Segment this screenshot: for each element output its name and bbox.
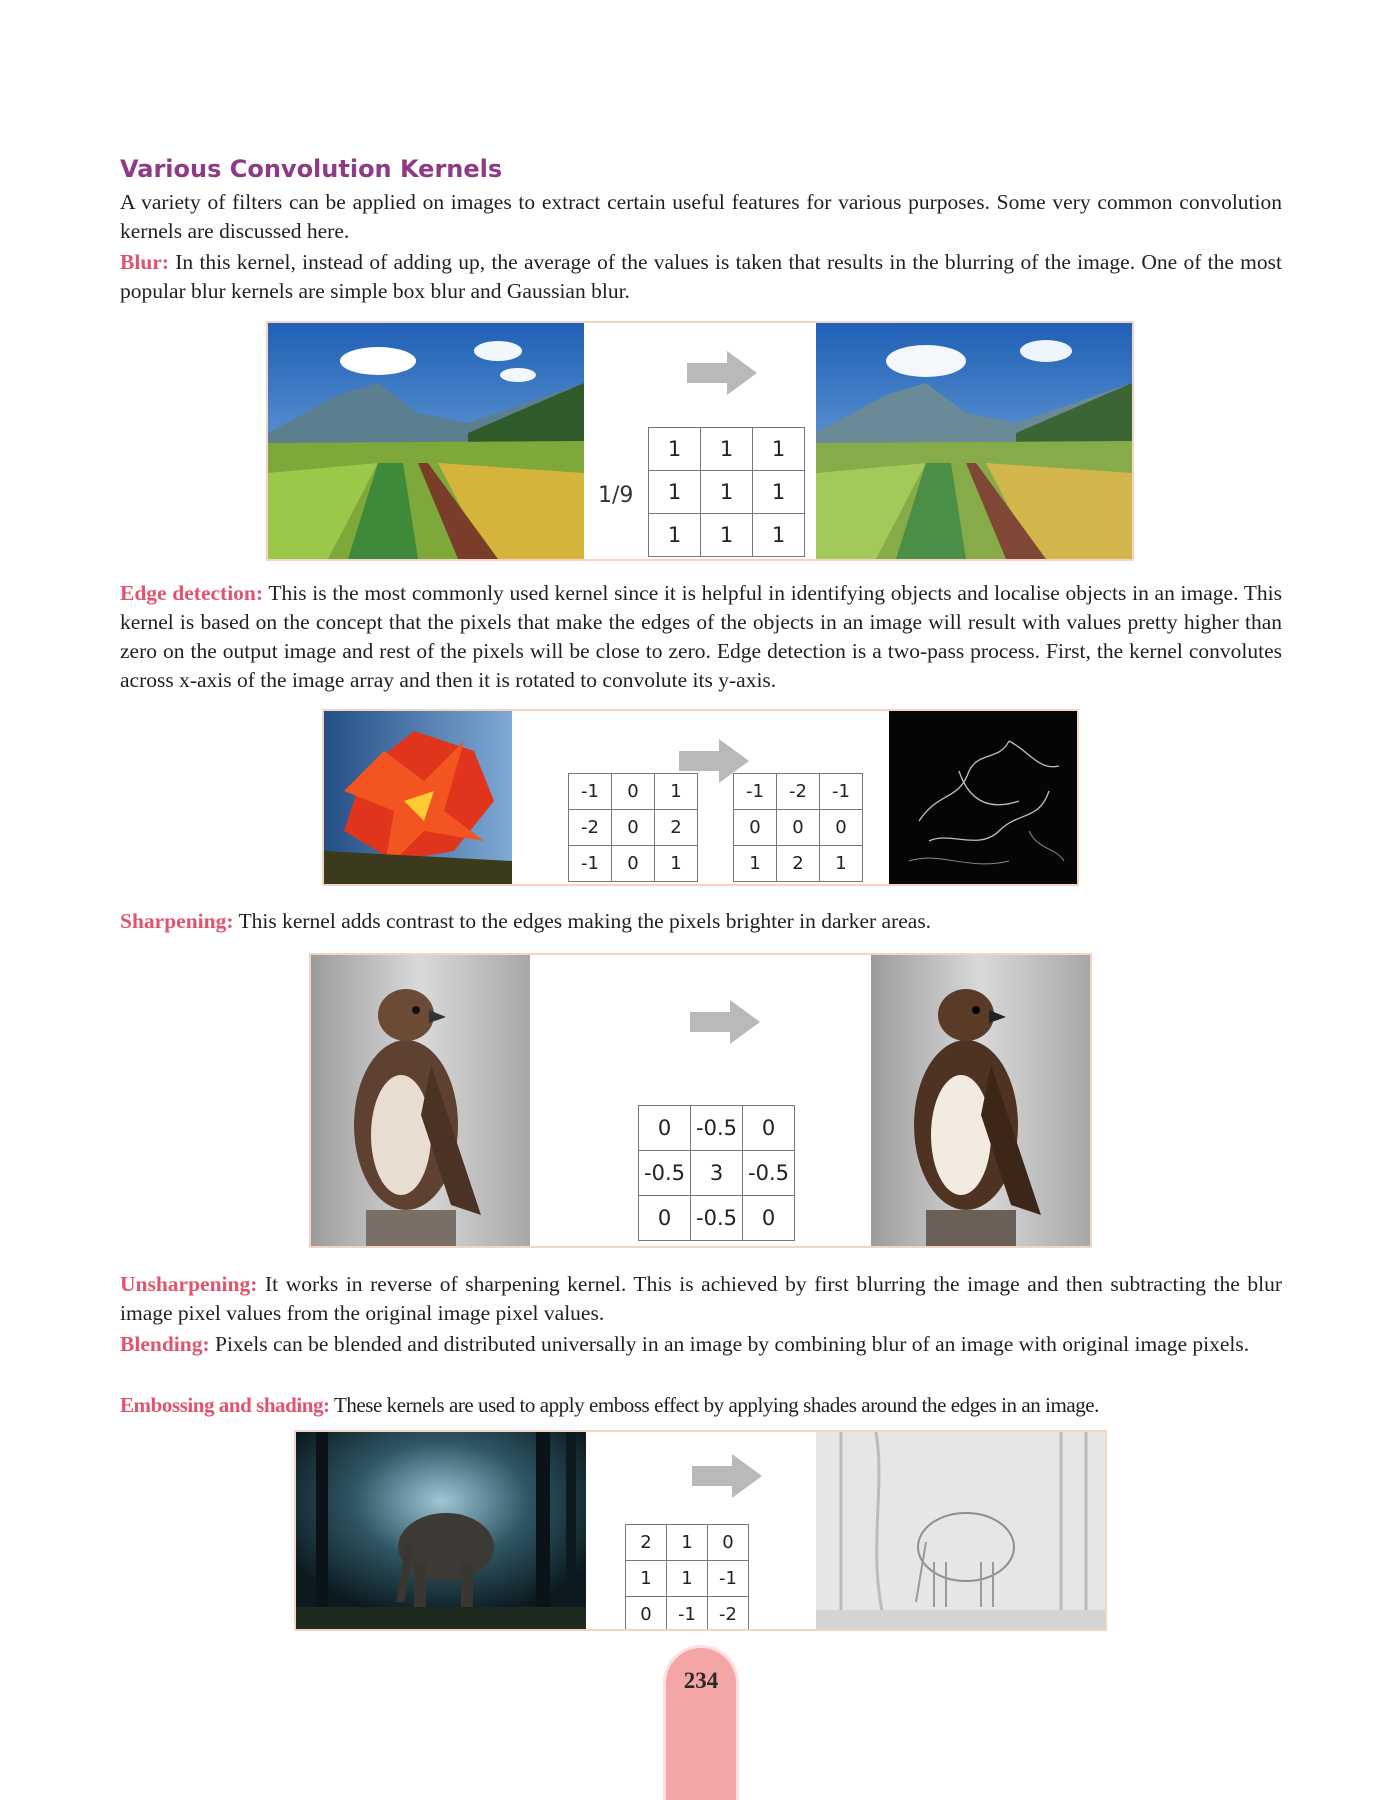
blur-kernel-matrix [648,427,805,557]
edge-input-image [324,711,512,884]
arrow-right-icon [687,351,757,395]
blur-output-image [816,323,1132,559]
kernel-row [639,1196,795,1241]
emboss-paragraph [120,1391,1282,1420]
blur-text: In this kernel, instead of adding up, the average of the values is taken that results in the blurring of the image. One of the most popular blur kernels are simple box blur and Gaussian blur. [120,250,1282,303]
blending-term: Blending: [120,1332,210,1356]
kernel-row [639,1106,795,1151]
blur-input-image [268,323,584,559]
kernel-row [649,428,805,471]
kernel-cell: 0 [734,810,777,846]
emboss-output-image [816,1432,1105,1629]
sharpen-kernel-matrix [638,1105,795,1241]
kernel-cell: 2 [655,810,698,846]
kernel-cell: 1 [734,846,777,882]
kernel-cell: 1 [701,428,753,471]
kernel-cell: 0 [743,1106,795,1151]
kernel-cell: 1 [753,428,805,471]
kernel-cell: 0 [626,1597,667,1632]
arrow-right-icon [692,1454,762,1498]
section-heading: Various Convolution Kernels [120,155,503,183]
kernel-cell: 1 [655,774,698,810]
kernel-cell: -2 [777,774,820,810]
kernel-cell: -0.5 [691,1106,743,1151]
kernel-row [569,810,698,846]
emboss-term: Embossing and shading: [120,1393,330,1417]
kernel-row [734,810,863,846]
edge-kernel-x-matrix [568,773,698,882]
kernel-cell: 0 [743,1196,795,1241]
blending-text: Pixels can be blended and distributed universally in an image by combining blur of an image with original image pixels. [209,1332,1250,1356]
edge-kernel-y-matrix [733,773,863,882]
edge-figure [322,709,1079,886]
kernel-cell: 1 [649,471,701,514]
kernel-row [626,1561,749,1597]
unsharpen-term: Unsharpening: [120,1272,258,1296]
kernel-cell: 1 [701,514,753,557]
kernel-cell: 1 [667,1561,708,1597]
kernel-row [649,514,805,557]
blur-scale-label: 1/9 [598,483,634,508]
sharpen-figure [309,953,1092,1248]
kernel-row [569,846,698,882]
blending-paragraph [120,1330,1282,1359]
kernel-cell: 0 [708,1525,749,1561]
blur-term: Blur: [120,250,169,274]
kernel-row [734,846,863,882]
unsharpen-paragraph [120,1270,1282,1328]
kernel-row [639,1151,795,1196]
kernel-cell: -2 [569,810,612,846]
emboss-figure [294,1430,1107,1631]
page-number: 234 [683,1668,719,1693]
kernel-row [569,774,698,810]
edge-paragraph [120,579,1282,695]
sharpen-text: This kernel adds contrast to the edges making the pixels brighter in darker areas. [233,909,932,933]
kernel-cell: 1 [820,846,863,882]
edge-term: Edge detection: [120,581,264,605]
edge-output-image [889,711,1077,884]
kernel-cell: 2 [777,846,820,882]
kernel-row [626,1525,749,1561]
kernel-cell: -1 [708,1561,749,1597]
kernel-cell: 0 [612,846,655,882]
kernel-cell: 1 [753,471,805,514]
kernel-cell: 0 [612,774,655,810]
kernel-cell: -1 [569,774,612,810]
blur-figure [266,321,1134,561]
sharpen-term: Sharpening: [120,909,234,933]
emboss-input-image [296,1432,586,1629]
kernel-row [734,774,863,810]
kernel-cell: 0 [612,810,655,846]
emboss-kernel-matrix [625,1524,749,1631]
kernel-cell: 2 [626,1525,667,1561]
blur-paragraph [120,248,1282,306]
kernel-cell: -0.5 [639,1151,691,1196]
sharpen-output-image [871,955,1090,1246]
kernel-cell: 1 [655,846,698,882]
emboss-text: These kernels are used to apply emboss effect by applying shades around the edges in an image. [329,1393,1099,1417]
kernel-cell: 1 [649,514,701,557]
kernel-cell: -1 [667,1597,708,1632]
kernel-cell: 1 [667,1525,708,1561]
kernel-cell: -2 [708,1597,749,1632]
kernel-cell: 0 [777,810,820,846]
kernel-cell: 1 [649,428,701,471]
kernel-cell: 0 [639,1106,691,1151]
kernel-row [649,471,805,514]
sharpen-input-image [311,955,530,1246]
intro-paragraph: A variety of filters can be applied on images to extract certain useful features for various purposes. Some very common convolution kernels are discussed here. [120,190,1282,243]
kernel-cell: -1 [734,774,777,810]
kernel-cell: 0 [639,1196,691,1241]
kernel-cell: -0.5 [743,1151,795,1196]
kernel-cell: 1 [753,514,805,557]
kernel-cell: 0 [820,810,863,846]
edge-text: This is the most commonly used kernel since it is helpful in identifying objects and localise objects in an image. This kernel is based on the concept that the pixels that make the edges of the objects in an image will result with values pretty higher than zero on the output image and rest of the pixels will be close to zero. Edge detection is a two-pass process. First, the kernel convolutes across x-axis of the image array and then it is rotated to convolute its y-axis. [120,581,1282,692]
kernel-row [626,1597,749,1632]
kernel-cell: 1 [626,1561,667,1597]
kernel-cell: 3 [691,1151,743,1196]
unsharpen-text: It works in reverse of sharpening kernel. This is achieved by first blurring the image and then subtracting the blur image pixel values from the original image pixel values. [120,1272,1282,1325]
arrow-right-icon [690,1000,760,1044]
kernel-cell: 1 [701,471,753,514]
kernel-cell: -1 [569,846,612,882]
kernel-cell: -0.5 [691,1196,743,1241]
sharpen-paragraph [120,907,1282,936]
kernel-cell: -1 [820,774,863,810]
